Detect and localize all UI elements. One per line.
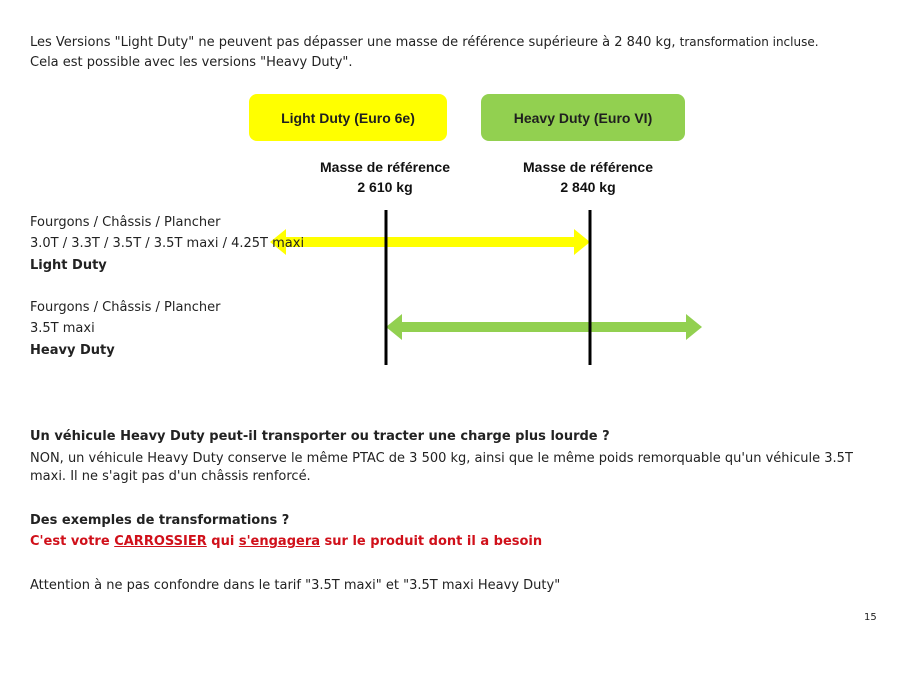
- callout-part-1: C'est votre: [30, 534, 115, 549]
- faq-answer-1-line-1: NON, un véhicule Heavy Duty conserve le même PTAC de 3 500 kg, ainsi que le même poids remorquable qu'un véhicule 3.5T: [30, 451, 853, 466]
- page-number: 15: [864, 612, 877, 623]
- heavy-duty-box-label: Heavy Duty (Euro VI): [513, 109, 653, 126]
- light-duty-box-label: Light Duty (Euro 6e): [281, 109, 415, 126]
- callout-sengagera: s'engagera: [238, 534, 321, 549]
- reference-mass-light-value: 2 610 kg: [357, 179, 413, 195]
- tariff-note: Attention à ne pas confondre dans le tarif "3.5T maxi" et "3.5T maxi Heavy Duty": [30, 578, 561, 593]
- reference-mass-heavy-title: Masse de référence: [523, 159, 653, 175]
- light-row-line-1: Fourgons / Châssis / Plancher: [30, 215, 221, 230]
- intro-line-1-main: Les Versions "Light Duty" ne peuvent pas dépasser une masse de référence supérieure à 2 840 kg,: [30, 35, 676, 50]
- callout-carrossier: CARROSSIER: [114, 534, 207, 549]
- intro-line-1-small: transformation incluse.: [679, 35, 819, 49]
- faq-answer-1-line-2: maxi. Il ne s'agit pas d'un châssis renforcé.: [30, 469, 311, 484]
- carrossier-callout: [30, 532, 542, 552]
- reference-mass-heavy-value: 2 840 kg: [560, 179, 616, 195]
- intro-line-2: Cela est possible avec les versions "Heavy Duty".: [30, 55, 353, 70]
- heavy-duty-arrow: [386, 314, 702, 340]
- callout-part-3: sur le produit dont il a besoin: [320, 534, 543, 549]
- heavy-row-line-2: 3.5T maxi: [30, 321, 95, 336]
- light-duty-arrow: [270, 229, 590, 255]
- faq-question-2: Des exemples de transformations ?: [30, 513, 290, 528]
- light-row-name: Light Duty: [30, 258, 107, 273]
- reference-mass-light-title: Masse de référence: [320, 159, 450, 175]
- light-row-line-2: 3.0T / 3.3T / 3.5T / 3.5T maxi / 4.25T maxi: [30, 236, 305, 251]
- faq-question-1: Un véhicule Heavy Duty peut-il transporter ou tracter une charge plus lourde ?: [30, 429, 610, 444]
- callout-part-2: qui: [206, 534, 239, 549]
- heavy-row-line-1: Fourgons / Châssis / Plancher: [30, 300, 221, 315]
- heavy-row-name: Heavy Duty: [30, 343, 115, 358]
